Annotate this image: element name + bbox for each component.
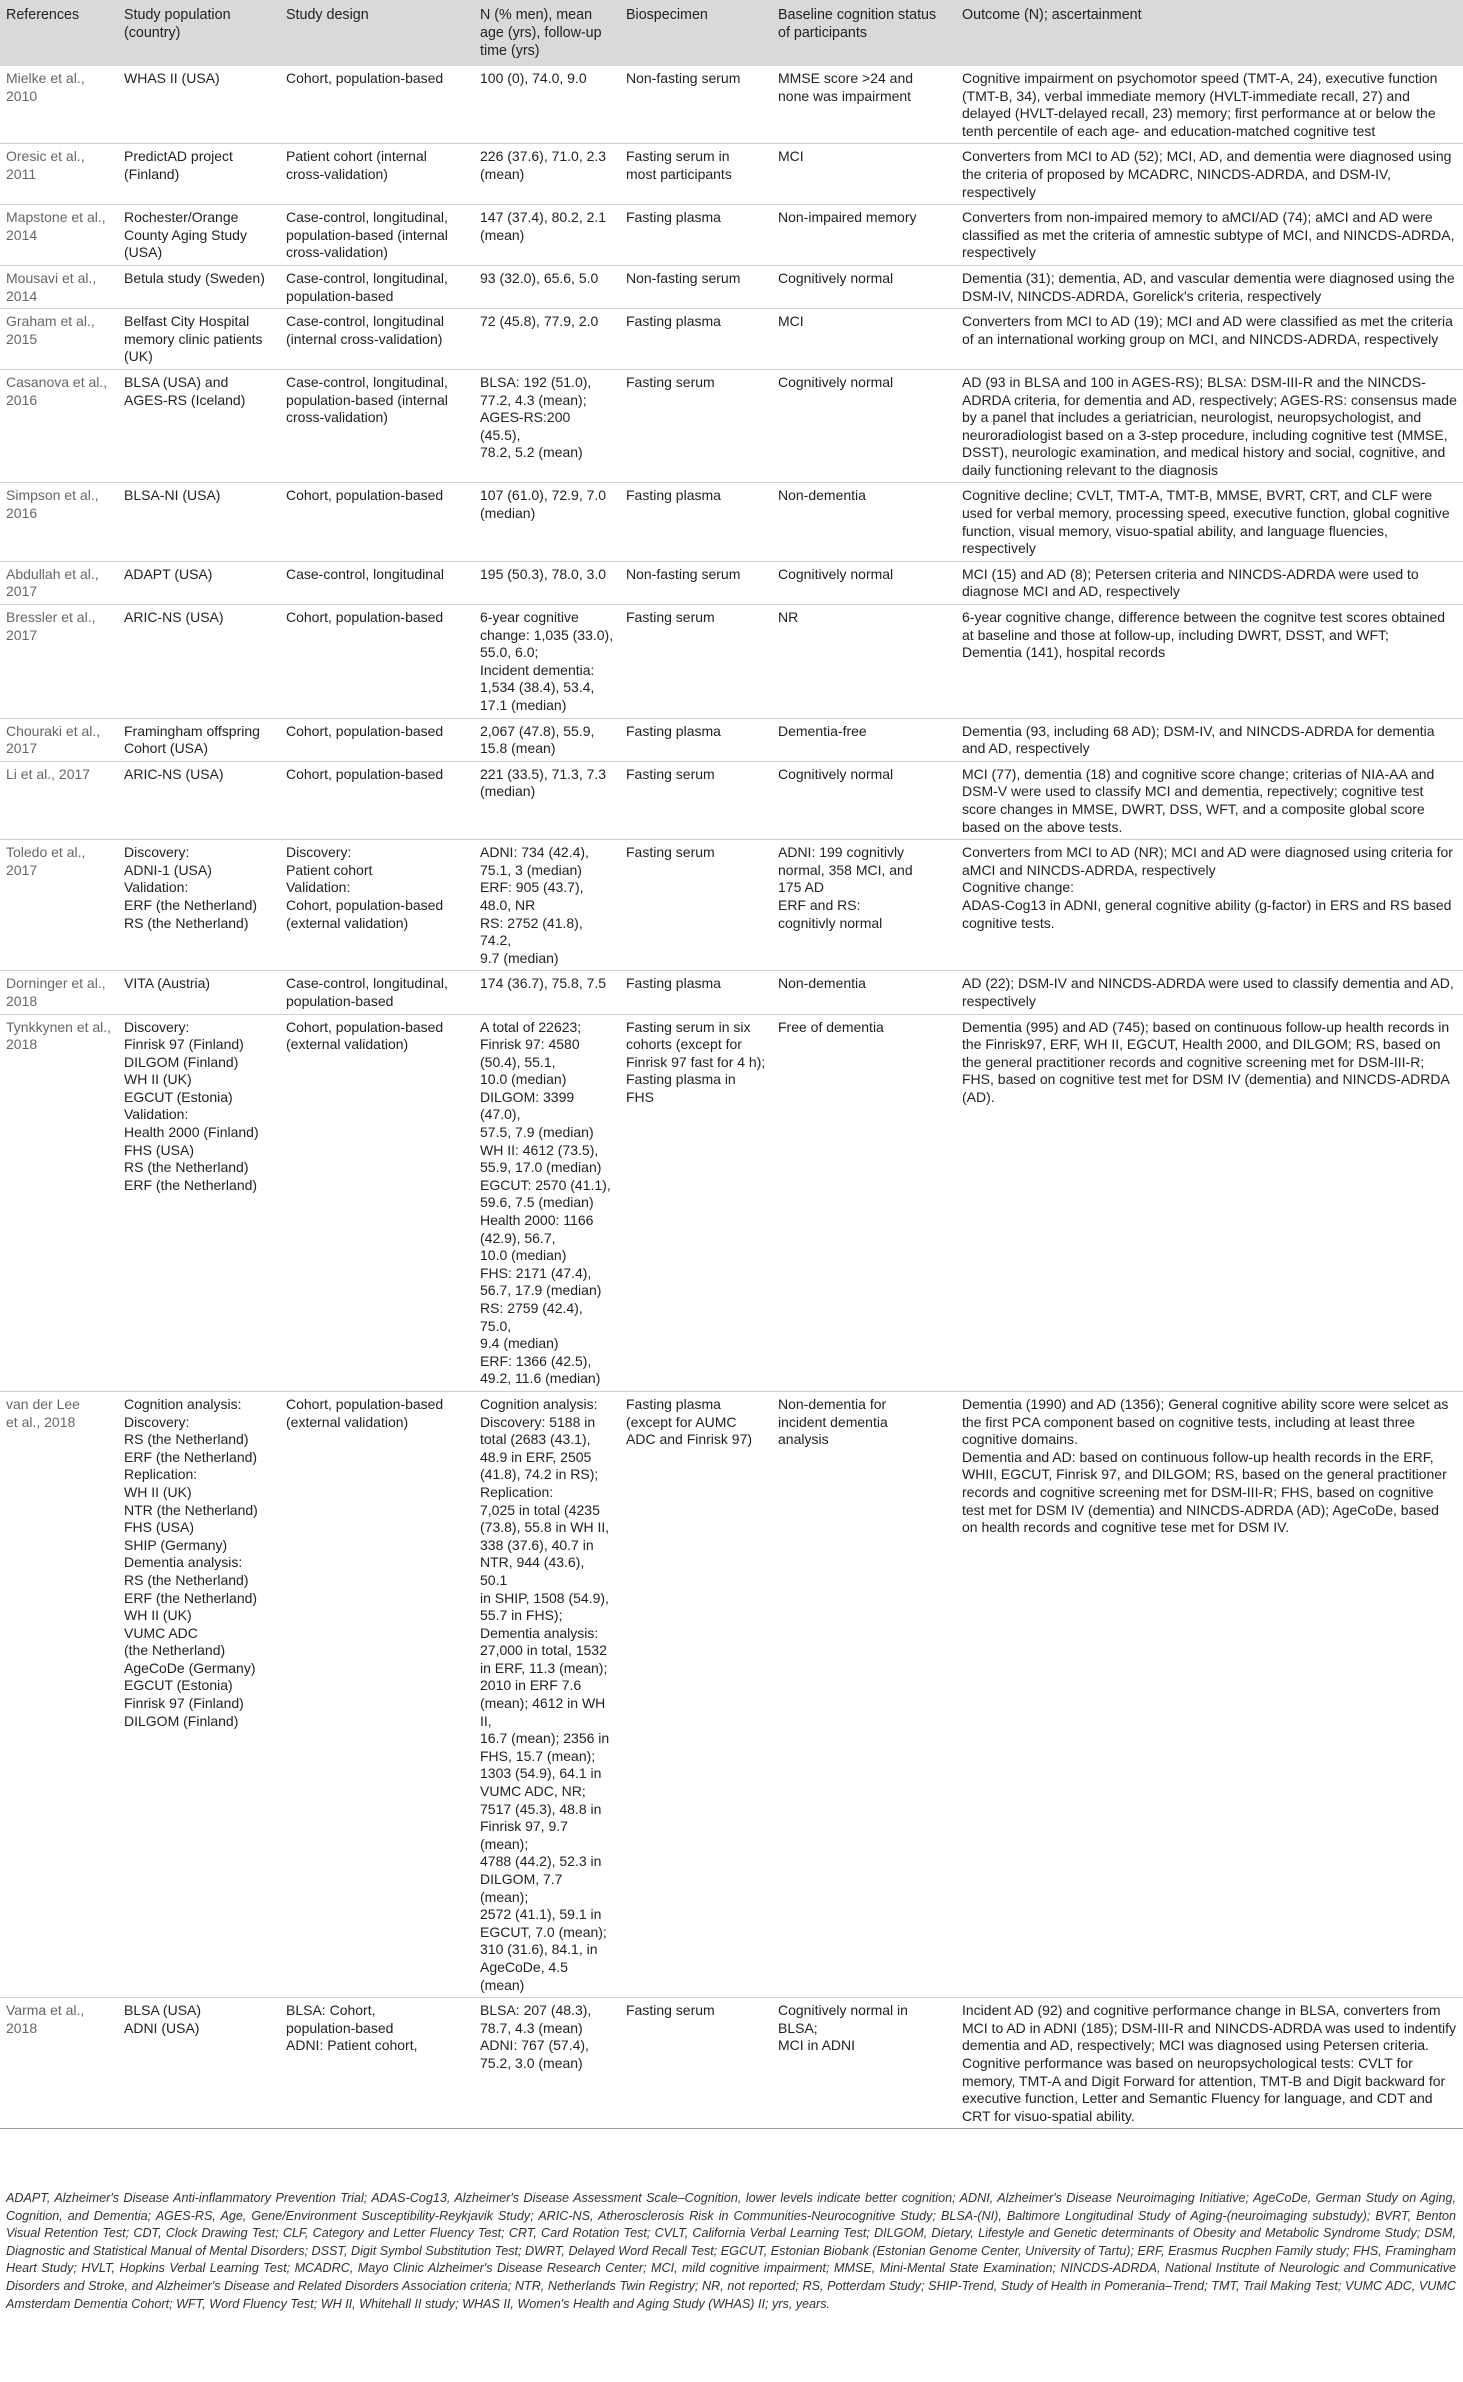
outcome-cell: MCI (15) and AD (8); Petersen criteria and NINCDS-ADRDA were used to diagnose MCI and AD, respectively [962, 565, 1419, 600]
population-cell: ARIC-NS (USA) [124, 765, 224, 782]
n-cell: 147 (37.4), 80.2, 2.1 (mean) [480, 209, 607, 243]
design-cell: Cohort, population-based [286, 722, 444, 739]
biospecimen-cell: Fasting serum [626, 844, 715, 861]
biospecimen-cell: Fasting serum in most participants [626, 148, 732, 182]
n-cell: 226 (37.6), 71.0, 2.3 (mean) [480, 148, 607, 182]
population-cell: ARIC-NS (USA) [124, 609, 224, 626]
table-row [0, 761, 1463, 839]
biospecimen-cell: Fasting serum in six cohorts (except for Finrisk 97 fast for 4 h); Fasting plasma in FHS [626, 1018, 766, 1105]
biospecimen-cell: Fasting plasma (except for AUMC ADC and Finrisk 97) [626, 1395, 753, 1448]
outcome-cell: Dementia (31); dementia, AD, and vascular dementia were diagnosed using the DSM-IV, NINCDS-ADRDA, Gorelick's criteria, respectively [962, 269, 1455, 304]
table-row [0, 309, 1463, 370]
design-cell: Case-control, longitudinal, population-based (internal cross-validation) [286, 373, 448, 426]
design-cell: Case-control, longitudinal, population-based (internal cross-validation) [286, 209, 448, 261]
n-cell: 93 (32.0), 65.6, 5.0 [480, 269, 599, 286]
table-row [0, 718, 1463, 761]
n-cell: 107 (61.0), 72.9, 7.0 (median) [480, 487, 607, 522]
outcome-cell: MCI (77), dementia (18) and cognitive score change; criterias of NIA-AA and DSM-V were used to classify MCI and dementia, repectively; cognitive test score changes in MMSE, DWRT, DSS, WFT, and a composite global score based on the above tests. [962, 765, 1435, 835]
table-row [0, 605, 1463, 719]
ref-cell: Abdullah et al., 2017 [6, 565, 99, 600]
col-header-outcome: Outcome (N); ascertainment [956, 0, 1463, 66]
n-cell: 6-year cognitive change: 1,035 (33.0), 55.0, 6.0; Incident dementia: 1,534 (38.4), 53.4, 17.1 (median) [480, 609, 614, 713]
population-cell: Rochester/Orange County Aging Study (USA) [124, 209, 247, 261]
n-cell: BLSA: 192 (51.0), 77.2, 4.3 (mean); AGES-RS:200 (45.5), 78.2, 5.2 (mean) [480, 373, 592, 461]
design-cell: Cohort, population-based [286, 609, 444, 626]
outcome-cell: Dementia (93, including 68 AD); DSM-IV, and NINCDS-ADRDA for dementia and AD, respectively [962, 722, 1435, 757]
table-footnote: ADAPT, Alzheimer's Disease Anti-inflammatory Prevention Trial; ADAS-Cog13, Alzheimer's Disease Assessment Scale–Cognition, lower levels indicate better cognition; ADNI, Alzheimer's Disease Neuroimaging Initiative; AgeCoDe, German Study on Aging, Cognition, and Dementia; AGES-RS, Age, Gene/Environment Susceptibility-Reykjavik Study; ARIC-NS, Atherosclerosis Risk in Communities-Neurocognitive Study; BLSA-(NI), Baltimore Longitudinal Study of Aging-(neuroimaging substudy); BVRT, Benton Visual Retention Test; CDT, Clock Drawing Test; CLF, Category and Letter Fluency Test; CRT, Card Rotation Test; CVLT, California Verbal Learning Test; DILGOM, Dietary, Lifestyle and Genetic determinants of Obesity and Metabolic Syndrome Study; DSM, Diagnostic and Statistical Manual of Mental Disorders; DSST, Digit Symbol Substitution Test; DWRT, Delayed Word Recall Test; EGCUT, Estonian Biobank (Estonian Genome Center, University of Tartu); ERF, Erasmus Rucphen Family study; FHS, Framingham Heart Study; HVLT, Hopkins Verbal Learning Test; MCADRC, Mayo Clinic Alzheimer's Disease Research Center; MCI, mild cognitive impairment; MMSE, Mini-Mental State Examination; NINCDS-ADRDA, National Institute of Neurologic and Communicative Disorders and Stroke, and Alzheimer's Disease and Related Disorders Association criteria; NTR, Netherlands Twin Registry; NR, not reported; RS, Potterdam Study; SHIP-Trend, Study of Health in Pomerania–Trend; TMT, Trail Making Test; VUMC ADC, VUMC Amsterdam Dementia Cohort; WFT, Word Fluency Test; WH II, Whitehall II study; WHAS II, Women's Health and Aging Study (WHAS) II; yrs, years. [6, 2191, 1456, 2311]
outcome-cell: Cognitive impairment on psychomotor speed (TMT-A, 24), executive function (TMT-B, 34), verbal immediate memory (HVLT-immediate recall, 27) and delayed (HVLT-delayed recall, 23) memory; first performance at or below the tenth percentile of each age- and education-matched cognitive test [962, 70, 1438, 139]
ref-cell: Casanova et al., 2016 [6, 373, 108, 408]
ref-cell: Li et al., 2017 [6, 765, 91, 782]
population-cell: VITA (Austria) [124, 975, 211, 992]
baseline-cell: Non-dementia [778, 487, 866, 504]
design-cell: Patient cohort (internal cross-validation) [286, 148, 427, 182]
col-header-design: Study design [280, 0, 474, 66]
ref-cell: Chouraki et al., 2017 [6, 722, 101, 757]
population-cell: BLSA (USA) and AGES-RS (Iceland) [124, 373, 246, 408]
outcome-cell: Cognitive decline; CVLT, TMT-A, TMT-B, MMSE, BVRT, CRT, and CLF were used for verbal memory, processing speed, executive function, global cognitive function, visual memory, visuo-spatial ability, and language fluencies, respectively [962, 487, 1450, 557]
baseline-cell: Non-impaired memory [778, 209, 917, 226]
design-cell: Cohort, population-based [286, 487, 444, 504]
n-cell: Cognition analysis: Discovery: 5188 in total (2683 (43.1), 48.9 in ERF, 2505 (41.8), 74.2 in RS); Replication: 7,025 in total (4235 (73.8), 55.8 in WH II, 338 (37.6), 40.7 in NTR, 944 (43.6), 50.1 in SHIP, 1508 (54.9), 55.7 in FHS); Dementia analysis: 27,000 in total, 1532 in ERF, 11.3 (mean); 2010 in ERF 7.6 (mean); 4612 in WH II, 16.7 (mean); 2356 in FHS, 15.7 (mean); 1303 (54.9), 64.1 in VUMC ADC, NR; 7517 (45.3), 48.8 in Finrisk 97, 9.7 (mean); 4788 (44.2), 52.3 in DILGOM, 7.7 (mean); 2572 (41.1), 59.1 in EGCUT, 7.0 (mean); 310 (31.6), 84.1, in AgeCoDe, 4.5 (mean) [480, 1395, 610, 1993]
outcome-cell: 6-year cognitive change, difference between the cognitve test scores obtained at baseline and those at follow-up, including DWRT, DSST, and WFT; Dementia (141), hospital records [962, 609, 1446, 661]
design-cell: Case-control, longitudinal [286, 565, 444, 582]
col-header-n: N (% men), mean age (yrs), follow-up time (yrs) [474, 0, 620, 66]
design-cell: Cohort, population-based [286, 70, 444, 86]
biospecimen-cell: Fasting plasma [626, 722, 721, 739]
population-cell: BLSA-NI (USA) [124, 487, 221, 504]
outcome-cell: Converters from non-impaired memory to aMCI/AD (74); aMCI and AD were classified as met the criteria of amnestic subtype of MCI, and NINCDS-ADRDA, respectively [962, 209, 1455, 261]
baseline-cell: MCI [778, 313, 804, 330]
biospecimen-cell: Fasting serum [626, 373, 715, 390]
table-row [0, 561, 1463, 604]
baseline-cell: Dementia-free [778, 722, 867, 739]
table-row [0, 1014, 1463, 1391]
outcome-cell: Converters from MCI to AD (19); MCI and AD were classified as met the criteria of an international working group on MCI, and NINCDS-ADRDA, respectively [962, 313, 1453, 347]
population-cell: BLSA (USA) ADNI (USA) [124, 2002, 202, 2036]
baseline-cell: MMSE score >24 and none was impairment [778, 70, 914, 104]
design-cell: Cohort, population-based [286, 765, 444, 782]
design-cell: Cohort, population-based (external validation) [286, 1395, 444, 1430]
ref-cell: Toledo et al., 2017 [6, 844, 86, 878]
table-row [0, 840, 1463, 971]
ref-cell: Graham et al., 2015 [6, 313, 95, 347]
baseline-cell: Cognitively normal [778, 373, 894, 390]
population-cell: Discovery: ADNI-1 (USA) Validation: ERF (the Netherland) RS (the Netherland) [124, 844, 258, 931]
baseline-cell: Free of dementia [778, 1018, 884, 1035]
population-cell: Belfast City Hospital memory clinic patients (UK) [124, 313, 263, 365]
n-cell: BLSA: 207 (48.3), 78.7, 4.3 (mean) ADNI: 767 (57.4), 75.2, 3.0 (mean) [480, 2002, 592, 2071]
design-cell: BLSA: Cohort, population-based ADNI: Patient cohort, [286, 2002, 418, 2054]
header-row [0, 0, 1463, 66]
col-header-biospecimen: Biospecimen [620, 0, 772, 66]
outcome-cell: Dementia (995) and AD (745); based on continuous follow-up health records in the Finrisk97, ERF, WH II, EGCUT, Health 2000, and DILGOM; RS, based on the general practitioner records and cognitive screening met for DSM-III-R; FHS, based on cognitive test met for DSM IV (dementia) and NINCDS-ADRDA (AD). [962, 1018, 1450, 1105]
n-cell: A total of 22623; Finrisk 97: 4580 (50.4), 55.1, 10.0 (median) DILGOM: 3399 (47.0), 57.5, 7.9 (median) WH II: 4612 (73.5), 55.9, 17.0 (median) EGCUT: 2570 (41.1), 59.6, 7.5 (median) Health 2000: 1166 (42.9), 56.7, 10.0 (median) FHS: 2171 (47.4), 56.7, 17.9 (median) RS: 2759 (42.4), 75.0, 9.4 (median) ERF: 1366 (42.5), 49.2, 11.6 (median) [480, 1018, 611, 1387]
n-cell: 174 (36.7), 75.8, 7.5 [480, 975, 607, 992]
n-cell: 195 (50.3), 78.0, 3.0 [480, 565, 607, 582]
outcome-cell: Incident AD (92) and cognitive performance change in BLSA, converters from MCI to AD in ADNI (185); DSM-III-R and NINCDS-ADRDA was used to indentify dementia and AD, respectively; MCI was diagnosed using Petersen criteria. Cognitive performance was based on neuropsychological tests: CVLT for memory, TMT-A and Digit Forward for attention, TMT-B and Digit backward for executive function, Letter and Semantic Fluency for language, and CDT and CRT for visuo-spatial ability. [962, 2002, 1457, 2124]
baseline-cell: Non-dementia [778, 975, 866, 992]
population-cell: Cognition analysis: Discovery: RS (the Netherland) ERF (the Netherland) Replication: WH II (UK) NTR (the Netherland) FHS (USA) SHIP (Germany) Dementia analysis: RS (the Netherland) ERF (the Netherland) WH II (UK) VUMC ADC (the Netherland) AgeCoDe (Germany) EGCUT (Estonia) Finrisk 97 (Finland) DILGOM (Finland) [124, 1395, 258, 1729]
design-cell: Discovery: Patient cohort Validation: Cohort, population-based (external validation) [286, 844, 444, 931]
n-cell: ADNI: 734 (42.4), 75.1, 3 (median) ERF: 905 (43.7), 48.0, NR RS: 2752 (41.8), 74.2, 9.7 (median) [480, 844, 589, 966]
biospecimen-cell: Non-fasting serum [626, 565, 741, 582]
ref-cell: van der Lee et al., 2018 [6, 1395, 80, 1430]
ref-cell: Dorninger et al., 2018 [6, 975, 106, 1009]
n-cell: 72 (45.8), 77.9, 2.0 [480, 313, 599, 330]
outcome-cell: Converters from MCI to AD (52); MCI, AD, and dementia were diagnosed using the criteria of proposed by MCADRC, NINCDS-ADRDA, and DSM-IV, respectively [962, 148, 1452, 200]
outcome-cell: AD (93 in BLSA and 100 in AGES-RS); BLSA: DSM-III-R and the NINCDS-ADRDA criteria, for dementia and AD, respectively; AGES-RS: consensus made by a panel that includes a geriatrician, neurologist, neuropsychologist, and neuroradiologist based on a 3-step procedure, including cognitive test (MMSE, DSST), neurologic examination, and medical history and social, cognitive, and daily functioning relevant to the diagnosis [962, 373, 1457, 478]
table-row [0, 66, 1463, 144]
n-cell: 2,067 (47.8), 55.9, 15.8 (mean) [480, 722, 595, 757]
baseline-cell: Non-dementia for incident dementia analysis [778, 1395, 888, 1448]
outcome-cell: Converters from MCI to AD (NR); MCI and AD were diagnosed using criteria for aMCI and NINCDS-ADRDA, respectively Cognitive change: ADAS-Cog13 in ADNI, general cognitive ability (g-factor) in ERS and RS based cognitive tests. [962, 844, 1453, 931]
ref-cell: Mapstone et al., 2014 [6, 209, 106, 243]
baseline-cell: Cognitively normal [778, 765, 894, 782]
biospecimen-cell: Fasting serum [626, 609, 715, 626]
table-row [0, 369, 1463, 483]
design-cell: Case-control, longitudinal (internal cross-validation) [286, 313, 444, 347]
table-row [0, 1998, 1463, 2129]
biospecimen-cell: Fasting serum [626, 765, 715, 782]
ref-cell: Mousavi et al., 2014 [6, 269, 97, 304]
population-cell: PredictAD project (Finland) [124, 148, 233, 182]
n-cell: 100 (0), 74.0, 9.0 [480, 70, 587, 86]
biospecimen-cell: Non-fasting serum [626, 269, 741, 286]
table-row [0, 971, 1463, 1014]
ref-cell: Oresic et al., 2011 [6, 148, 85, 182]
biospecimen-cell: Non-fasting serum [626, 70, 741, 86]
baseline-cell: Cognitively normal in BLSA; MCI in ADNI [778, 2002, 908, 2054]
population-cell: Framingham offspring Cohort (USA) [124, 722, 260, 757]
biospecimen-cell: Fasting serum [626, 2002, 715, 2019]
ref-cell: Tynkkynen et al., 2018 [6, 1018, 112, 1053]
design-cell: Cohort, population-based (external validation) [286, 1018, 444, 1053]
table-row [0, 1391, 1463, 1997]
col-header-baseline: Baseline cognition status of participants [772, 0, 956, 66]
population-cell: Discovery: Finrisk 97 (Finland) DILGOM (Finland) WH II (UK) EGCUT (Estonia) Validation: Health 2000 (Finland) FHS (USA) RS (the Netherland) ERF (the Netherland) [124, 1018, 259, 1193]
population-cell: WHAS II (USA) [124, 70, 220, 86]
baseline-cell: ADNI: 199 cognitivly normal, 358 MCI, and 175 AD ERF and RS: cognitivly normal [778, 844, 913, 931]
baseline-cell: Cognitively normal [778, 269, 894, 286]
population-cell: Betula study (Sweden) [124, 269, 265, 286]
ref-cell: Simpson et al., 2016 [6, 487, 99, 522]
outcome-cell: Dementia (1990) and AD (1356); General cognitive ability score were selcet as the first PCA component based on cognitive tests, including at least three cognitive domains. Dementia and AD: based on continuous follow-up health records in the ERF, WHII, EGCUT, Finrisk 97, and DILGOM; RS, based on the general practitioner records and cognitive screening met for DSM-III-R; FHS, based on cognitive test met for DSM IV (dementia) and NINCDS-ADRDA (AD); AgeCoDe, based on health records and cognitive tese met for DSM IV. [962, 1395, 1449, 1536]
baseline-cell: MCI [778, 148, 804, 165]
n-cell: 221 (33.5), 71.3, 7.3 (median) [480, 765, 607, 800]
baseline-cell: NR [778, 609, 799, 626]
population-cell: ADAPT (USA) [124, 565, 213, 582]
biospecimen-cell: Fasting plasma [626, 487, 721, 504]
ref-cell: Mielke et al., 2010 [6, 70, 85, 104]
biospecimen-cell: Fasting plasma [626, 975, 721, 992]
ref-cell: Varma et al., 2018 [6, 2002, 85, 2036]
biospecimen-cell: Fasting plasma [626, 209, 721, 226]
table-row [0, 205, 1463, 266]
table-body [0, 66, 1463, 2129]
biospecimen-cell: Fasting plasma [626, 313, 721, 330]
design-cell: Case-control, longitudinal, population-based [286, 975, 448, 1009]
table-row [0, 483, 1463, 561]
outcome-cell: AD (22); DSM-IV and NINCDS-ADRDA were used to classify dementia and AD, respectively [962, 975, 1454, 1009]
baseline-cell: Cognitively normal [778, 565, 894, 582]
ref-cell: Bressler et al., 2017 [6, 609, 96, 643]
table-row [0, 144, 1463, 205]
design-cell: Case-control, longitudinal, population-based [286, 269, 448, 304]
col-header-population: Study population (country) [118, 0, 280, 66]
col-header-references: References [0, 0, 118, 66]
table-row [0, 265, 1463, 308]
